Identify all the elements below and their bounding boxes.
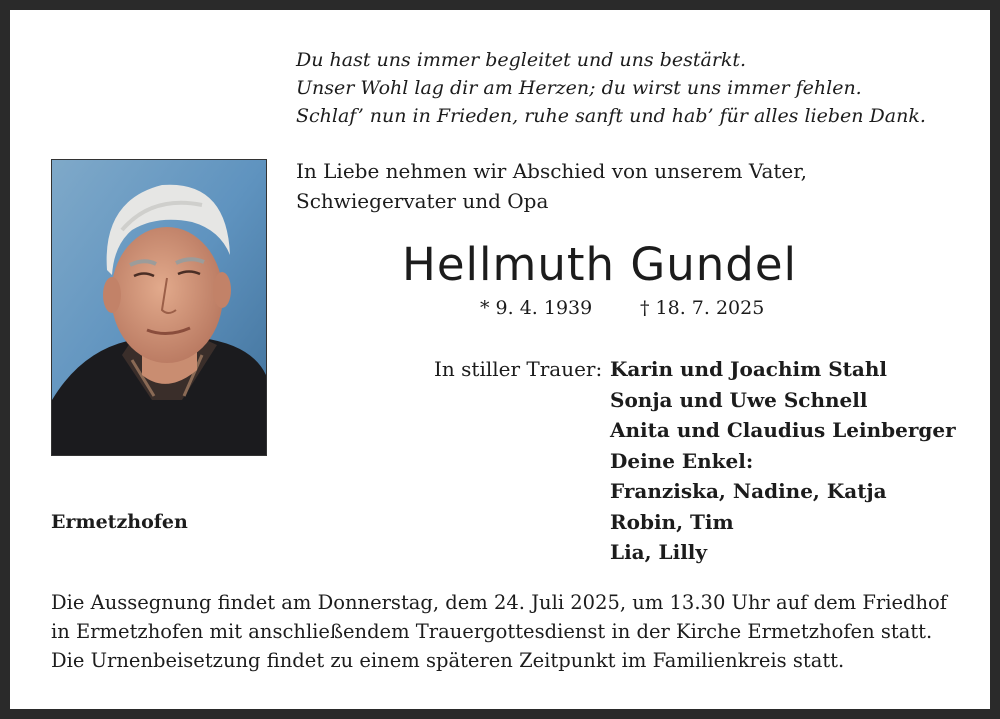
poem <box>296 46 956 130</box>
obituary-card <box>10 10 990 709</box>
birth-date: * 9. 4. 1939 <box>480 297 593 319</box>
poem-line-1: Du hast uns immer begleitet und uns bestärkt. <box>296 49 747 71</box>
funeral-info-line-2: in Ermetzhofen mit anschließendem Trauergottesdienst in der Kirche Ermetzhofen statt. <box>51 620 933 643</box>
deceased-name: Hellmuth Gundel <box>402 238 798 291</box>
poem-line-3: Schlaf’ nun in Frieden, ruhe sanft und hab’ für alles lieben Dank. <box>296 105 926 127</box>
death-date: † 18. 7. 2025 <box>640 297 765 319</box>
mourners-list <box>610 354 956 568</box>
mourner-line: Deine Enkel: <box>610 448 754 473</box>
funeral-info-line-3: Die Urnenbeisetzung findet zu einem späteren Zeitpunkt im Familienkreis statt. <box>51 649 845 672</box>
place-name: Ermetzhofen <box>51 511 188 533</box>
mourning-label: In stiller Trauer: <box>434 357 603 381</box>
mourner-line: Sonja und Uwe Schnell <box>610 387 868 412</box>
portrait-photo <box>51 159 267 456</box>
funeral-info <box>51 588 981 675</box>
mourner-line: Anita und Claudius Leinberger <box>610 418 956 442</box>
intro-text: In Liebe nehmen wir Abschied von unserem Vater, Schwiegervater und Opa <box>296 159 807 213</box>
mourner-line: Robin, Tim <box>610 509 734 534</box>
mourner-line: Karin und Joachim Stahl <box>610 357 887 381</box>
mourner-line: Franziska, Nadine, Katja <box>610 479 887 503</box>
mourner-line: Lia, Lilly <box>610 540 708 564</box>
poem-line-2: Unser Wohl lag dir am Herzen; du wirst uns immer fehlen. <box>296 77 862 99</box>
funeral-info-line-1: Die Aussegnung findet am Donnerstag, dem 24. Juli 2025, um 13.30 Uhr auf dem Friedhof <box>51 591 948 614</box>
